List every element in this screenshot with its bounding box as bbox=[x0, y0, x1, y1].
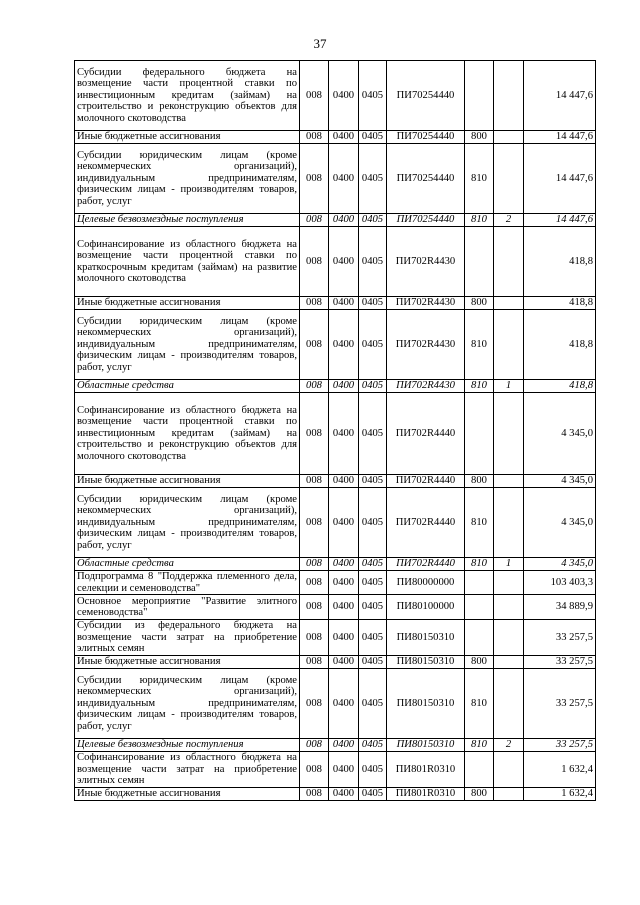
subsection-code: 0405 bbox=[359, 752, 387, 788]
ministry-code: 008 bbox=[300, 393, 329, 475]
section-code: 0400 bbox=[329, 669, 359, 739]
section-code: 0400 bbox=[329, 739, 359, 752]
table-row bbox=[75, 571, 596, 595]
funding-source-code bbox=[494, 571, 524, 595]
subsection-code: 0405 bbox=[359, 144, 387, 214]
amount: 1 632,4 bbox=[524, 788, 596, 801]
amount: 418,8 bbox=[524, 310, 596, 380]
target-article-code: ПИ801R0310 bbox=[387, 788, 465, 801]
row-description: Иные бюджетные ассигнования bbox=[75, 656, 300, 669]
table-row bbox=[75, 475, 596, 488]
expense-type-code bbox=[465, 595, 494, 620]
table-body bbox=[75, 61, 596, 801]
subsection-code: 0405 bbox=[359, 558, 387, 571]
row-description: Иные бюджетные ассигнования bbox=[75, 788, 300, 801]
target-article-code: ПИ801R0310 bbox=[387, 752, 465, 788]
section-code: 0400 bbox=[329, 595, 359, 620]
table-row bbox=[75, 380, 596, 393]
amount: 33 257,5 bbox=[524, 656, 596, 669]
row-description: Целевые безвозмездные поступления bbox=[75, 214, 300, 227]
row-description: Субсидии юридическим лицам (кроме некоммерческих организаций), индивидуальным предпринимателям, физическим лицам - производителям товаров, работ, услуг bbox=[75, 310, 300, 380]
target-article-code: ПИ80150310 bbox=[387, 620, 465, 656]
row-description: Областные средства bbox=[75, 558, 300, 571]
funding-source-code bbox=[494, 752, 524, 788]
table-row bbox=[75, 595, 596, 620]
table-row bbox=[75, 61, 596, 131]
ministry-code: 008 bbox=[300, 669, 329, 739]
expense-type-code: 800 bbox=[465, 131, 494, 144]
ministry-code: 008 bbox=[300, 788, 329, 801]
table-row bbox=[75, 488, 596, 558]
table-row bbox=[75, 144, 596, 214]
funding-source-code: 1 bbox=[494, 380, 524, 393]
amount: 33 257,5 bbox=[524, 739, 596, 752]
expense-type-code: 810 bbox=[465, 558, 494, 571]
section-code: 0400 bbox=[329, 488, 359, 558]
ministry-code: 008 bbox=[300, 61, 329, 131]
row-description: Софинансирование из областного бюджета на возмещение части затрат на приобретение элитных семян bbox=[75, 752, 300, 788]
amount: 103 403,3 bbox=[524, 571, 596, 595]
funding-source-code bbox=[494, 144, 524, 214]
ministry-code: 008 bbox=[300, 488, 329, 558]
ministry-code: 008 bbox=[300, 620, 329, 656]
ministry-code: 008 bbox=[300, 475, 329, 488]
target-article-code: ПИ702R4440 bbox=[387, 558, 465, 571]
ministry-code: 008 bbox=[300, 595, 329, 620]
amount: 33 257,5 bbox=[524, 669, 596, 739]
expense-type-code: 810 bbox=[465, 669, 494, 739]
subsection-code: 0405 bbox=[359, 620, 387, 656]
amount: 4 345,0 bbox=[524, 488, 596, 558]
subsection-code: 0405 bbox=[359, 310, 387, 380]
subsection-code: 0405 bbox=[359, 393, 387, 475]
expense-type-code: 800 bbox=[465, 297, 494, 310]
target-article-code: ПИ702R4430 bbox=[387, 380, 465, 393]
row-description: Подпрограмма 8 "Поддержка племенного дела, селекции и семеноводства" bbox=[75, 571, 300, 595]
subsection-code: 0405 bbox=[359, 595, 387, 620]
ministry-code: 008 bbox=[300, 752, 329, 788]
expense-type-code bbox=[465, 752, 494, 788]
subsection-code: 0405 bbox=[359, 61, 387, 131]
row-description: Целевые безвозмездные поступления bbox=[75, 739, 300, 752]
amount: 14 447,6 bbox=[524, 131, 596, 144]
amount: 33 257,5 bbox=[524, 620, 596, 656]
section-code: 0400 bbox=[329, 571, 359, 595]
funding-source-code bbox=[494, 227, 524, 297]
amount: 4 345,0 bbox=[524, 475, 596, 488]
funding-source-code bbox=[494, 620, 524, 656]
target-article-code: ПИ702R4430 bbox=[387, 227, 465, 297]
expense-type-code: 810 bbox=[465, 144, 494, 214]
row-description: Основное мероприятие "Развитие элитного семеноводства" bbox=[75, 595, 300, 620]
target-article-code: ПИ702R4430 bbox=[387, 297, 465, 310]
ministry-code: 008 bbox=[300, 739, 329, 752]
funding-source-code: 2 bbox=[494, 214, 524, 227]
ministry-code: 008 bbox=[300, 227, 329, 297]
expense-type-code bbox=[465, 393, 494, 475]
expense-type-code bbox=[465, 620, 494, 656]
table-row bbox=[75, 214, 596, 227]
section-code: 0400 bbox=[329, 297, 359, 310]
section-code: 0400 bbox=[329, 656, 359, 669]
amount: 4 345,0 bbox=[524, 558, 596, 571]
row-description: Софинансирование из областного бюджета на возмещение части процентной ставки по инвестиционным кредитам (займам) на строительство и реконструкцию объектов для молочного скотоводства bbox=[75, 393, 300, 475]
amount: 14 447,6 bbox=[524, 144, 596, 214]
ministry-code: 008 bbox=[300, 656, 329, 669]
funding-source-code bbox=[494, 669, 524, 739]
target-article-code: ПИ80150310 bbox=[387, 669, 465, 739]
funding-source-code bbox=[494, 595, 524, 620]
table-row bbox=[75, 752, 596, 788]
row-description: Субсидии из федерального бюджета на возмещение части затрат на приобретение элитных семян bbox=[75, 620, 300, 656]
subsection-code: 0405 bbox=[359, 131, 387, 144]
target-article-code: ПИ80150310 bbox=[387, 739, 465, 752]
expense-type-code: 810 bbox=[465, 488, 494, 558]
funding-source-code: 2 bbox=[494, 739, 524, 752]
ministry-code: 008 bbox=[300, 310, 329, 380]
row-description: Областные средства bbox=[75, 380, 300, 393]
amount: 418,8 bbox=[524, 380, 596, 393]
subsection-code: 0405 bbox=[359, 488, 387, 558]
amount: 34 889,9 bbox=[524, 595, 596, 620]
expense-type-code bbox=[465, 571, 494, 595]
target-article-code: ПИ702R4440 bbox=[387, 488, 465, 558]
table-row bbox=[75, 310, 596, 380]
subsection-code: 0405 bbox=[359, 214, 387, 227]
row-description: Иные бюджетные ассигнования bbox=[75, 297, 300, 310]
section-code: 0400 bbox=[329, 310, 359, 380]
row-description: Иные бюджетные ассигнования bbox=[75, 475, 300, 488]
subsection-code: 0405 bbox=[359, 669, 387, 739]
ministry-code: 008 bbox=[300, 571, 329, 595]
expense-type-code: 800 bbox=[465, 656, 494, 669]
expense-type-code bbox=[465, 227, 494, 297]
subsection-code: 0405 bbox=[359, 475, 387, 488]
ministry-code: 008 bbox=[300, 297, 329, 310]
section-code: 0400 bbox=[329, 131, 359, 144]
subsection-code: 0405 bbox=[359, 380, 387, 393]
target-article-code: ПИ80000000 bbox=[387, 571, 465, 595]
section-code: 0400 bbox=[329, 752, 359, 788]
ministry-code: 008 bbox=[300, 131, 329, 144]
expense-type-code bbox=[465, 61, 494, 131]
expense-type-code: 800 bbox=[465, 788, 494, 801]
target-article-code: ПИ80150310 bbox=[387, 656, 465, 669]
row-description: Субсидии юридическим лицам (кроме некоммерческих организаций), индивидуальным предпринимателям, физическим лицам - производителям товаров, работ, услуг bbox=[75, 144, 300, 214]
funding-source-code bbox=[494, 656, 524, 669]
funding-source-code bbox=[494, 297, 524, 310]
row-description: Иные бюджетные ассигнования bbox=[75, 131, 300, 144]
expense-type-code: 810 bbox=[465, 739, 494, 752]
amount: 14 447,6 bbox=[524, 214, 596, 227]
funding-source-code bbox=[494, 475, 524, 488]
target-article-code: ПИ70254440 bbox=[387, 131, 465, 144]
expense-type-code: 810 bbox=[465, 214, 494, 227]
table-row bbox=[75, 297, 596, 310]
expense-type-code: 810 bbox=[465, 380, 494, 393]
row-description: Софинансирование из областного бюджета на возмещение части процентной ставки по краткосрочным кредитам (займам) на развитие молочного скотоводства bbox=[75, 227, 300, 297]
table-row bbox=[75, 558, 596, 571]
section-code: 0400 bbox=[329, 620, 359, 656]
target-article-code: ПИ702R4440 bbox=[387, 475, 465, 488]
expense-type-code: 810 bbox=[465, 310, 494, 380]
subsection-code: 0405 bbox=[359, 788, 387, 801]
amount: 418,8 bbox=[524, 227, 596, 297]
table-row bbox=[75, 739, 596, 752]
funding-source-code bbox=[494, 61, 524, 131]
ministry-code: 008 bbox=[300, 144, 329, 214]
funding-source-code bbox=[494, 488, 524, 558]
section-code: 0400 bbox=[329, 144, 359, 214]
section-code: 0400 bbox=[329, 214, 359, 227]
funding-source-code bbox=[494, 310, 524, 380]
subsection-code: 0405 bbox=[359, 739, 387, 752]
page-number: 37 bbox=[313, 36, 327, 51]
row-description: Субсидии юридическим лицам (кроме некоммерческих организаций), индивидуальным предпринимателям, физическим лицам - производителям товаров, работ, услуг bbox=[75, 669, 300, 739]
section-code: 0400 bbox=[329, 558, 359, 571]
section-code: 0400 bbox=[329, 61, 359, 131]
table-row bbox=[75, 393, 596, 475]
subsection-code: 0405 bbox=[359, 571, 387, 595]
ministry-code: 008 bbox=[300, 380, 329, 393]
row-description: Субсидии юридическим лицам (кроме некоммерческих организаций), индивидуальным предпринимателям, физическим лицам - производителям товаров, работ, услуг bbox=[75, 488, 300, 558]
subsection-code: 0405 bbox=[359, 227, 387, 297]
amount: 1 632,4 bbox=[524, 752, 596, 788]
table-row bbox=[75, 656, 596, 669]
target-article-code: ПИ70254440 bbox=[387, 144, 465, 214]
table-row bbox=[75, 788, 596, 801]
table-row bbox=[75, 131, 596, 144]
amount: 14 447,6 bbox=[524, 61, 596, 131]
amount: 4 345,0 bbox=[524, 393, 596, 475]
section-code: 0400 bbox=[329, 475, 359, 488]
section-code: 0400 bbox=[329, 380, 359, 393]
funding-source-code bbox=[494, 788, 524, 801]
section-code: 0400 bbox=[329, 393, 359, 475]
target-article-code: ПИ70254440 bbox=[387, 61, 465, 131]
section-code: 0400 bbox=[329, 788, 359, 801]
expense-type-code: 800 bbox=[465, 475, 494, 488]
target-article-code: ПИ70254440 bbox=[387, 214, 465, 227]
row-description: Субсидии федерального бюджета на возмещение части процентной ставки по инвестиционным кредитам (займам) на строительство и реконструкцию объектов для молочного скотоводства bbox=[75, 61, 300, 131]
subsection-code: 0405 bbox=[359, 297, 387, 310]
target-article-code: ПИ702R4440 bbox=[387, 393, 465, 475]
table-row bbox=[75, 669, 596, 739]
table-row bbox=[75, 620, 596, 656]
funding-source-code bbox=[494, 131, 524, 144]
funding-source-code bbox=[494, 393, 524, 475]
budget-table bbox=[74, 60, 596, 801]
table-row bbox=[75, 227, 596, 297]
target-article-code: ПИ80100000 bbox=[387, 595, 465, 620]
subsection-code: 0405 bbox=[359, 656, 387, 669]
ministry-code: 008 bbox=[300, 214, 329, 227]
section-code: 0400 bbox=[329, 227, 359, 297]
ministry-code: 008 bbox=[300, 558, 329, 571]
funding-source-code: 1 bbox=[494, 558, 524, 571]
amount: 418,8 bbox=[524, 297, 596, 310]
target-article-code: ПИ702R4430 bbox=[387, 310, 465, 380]
